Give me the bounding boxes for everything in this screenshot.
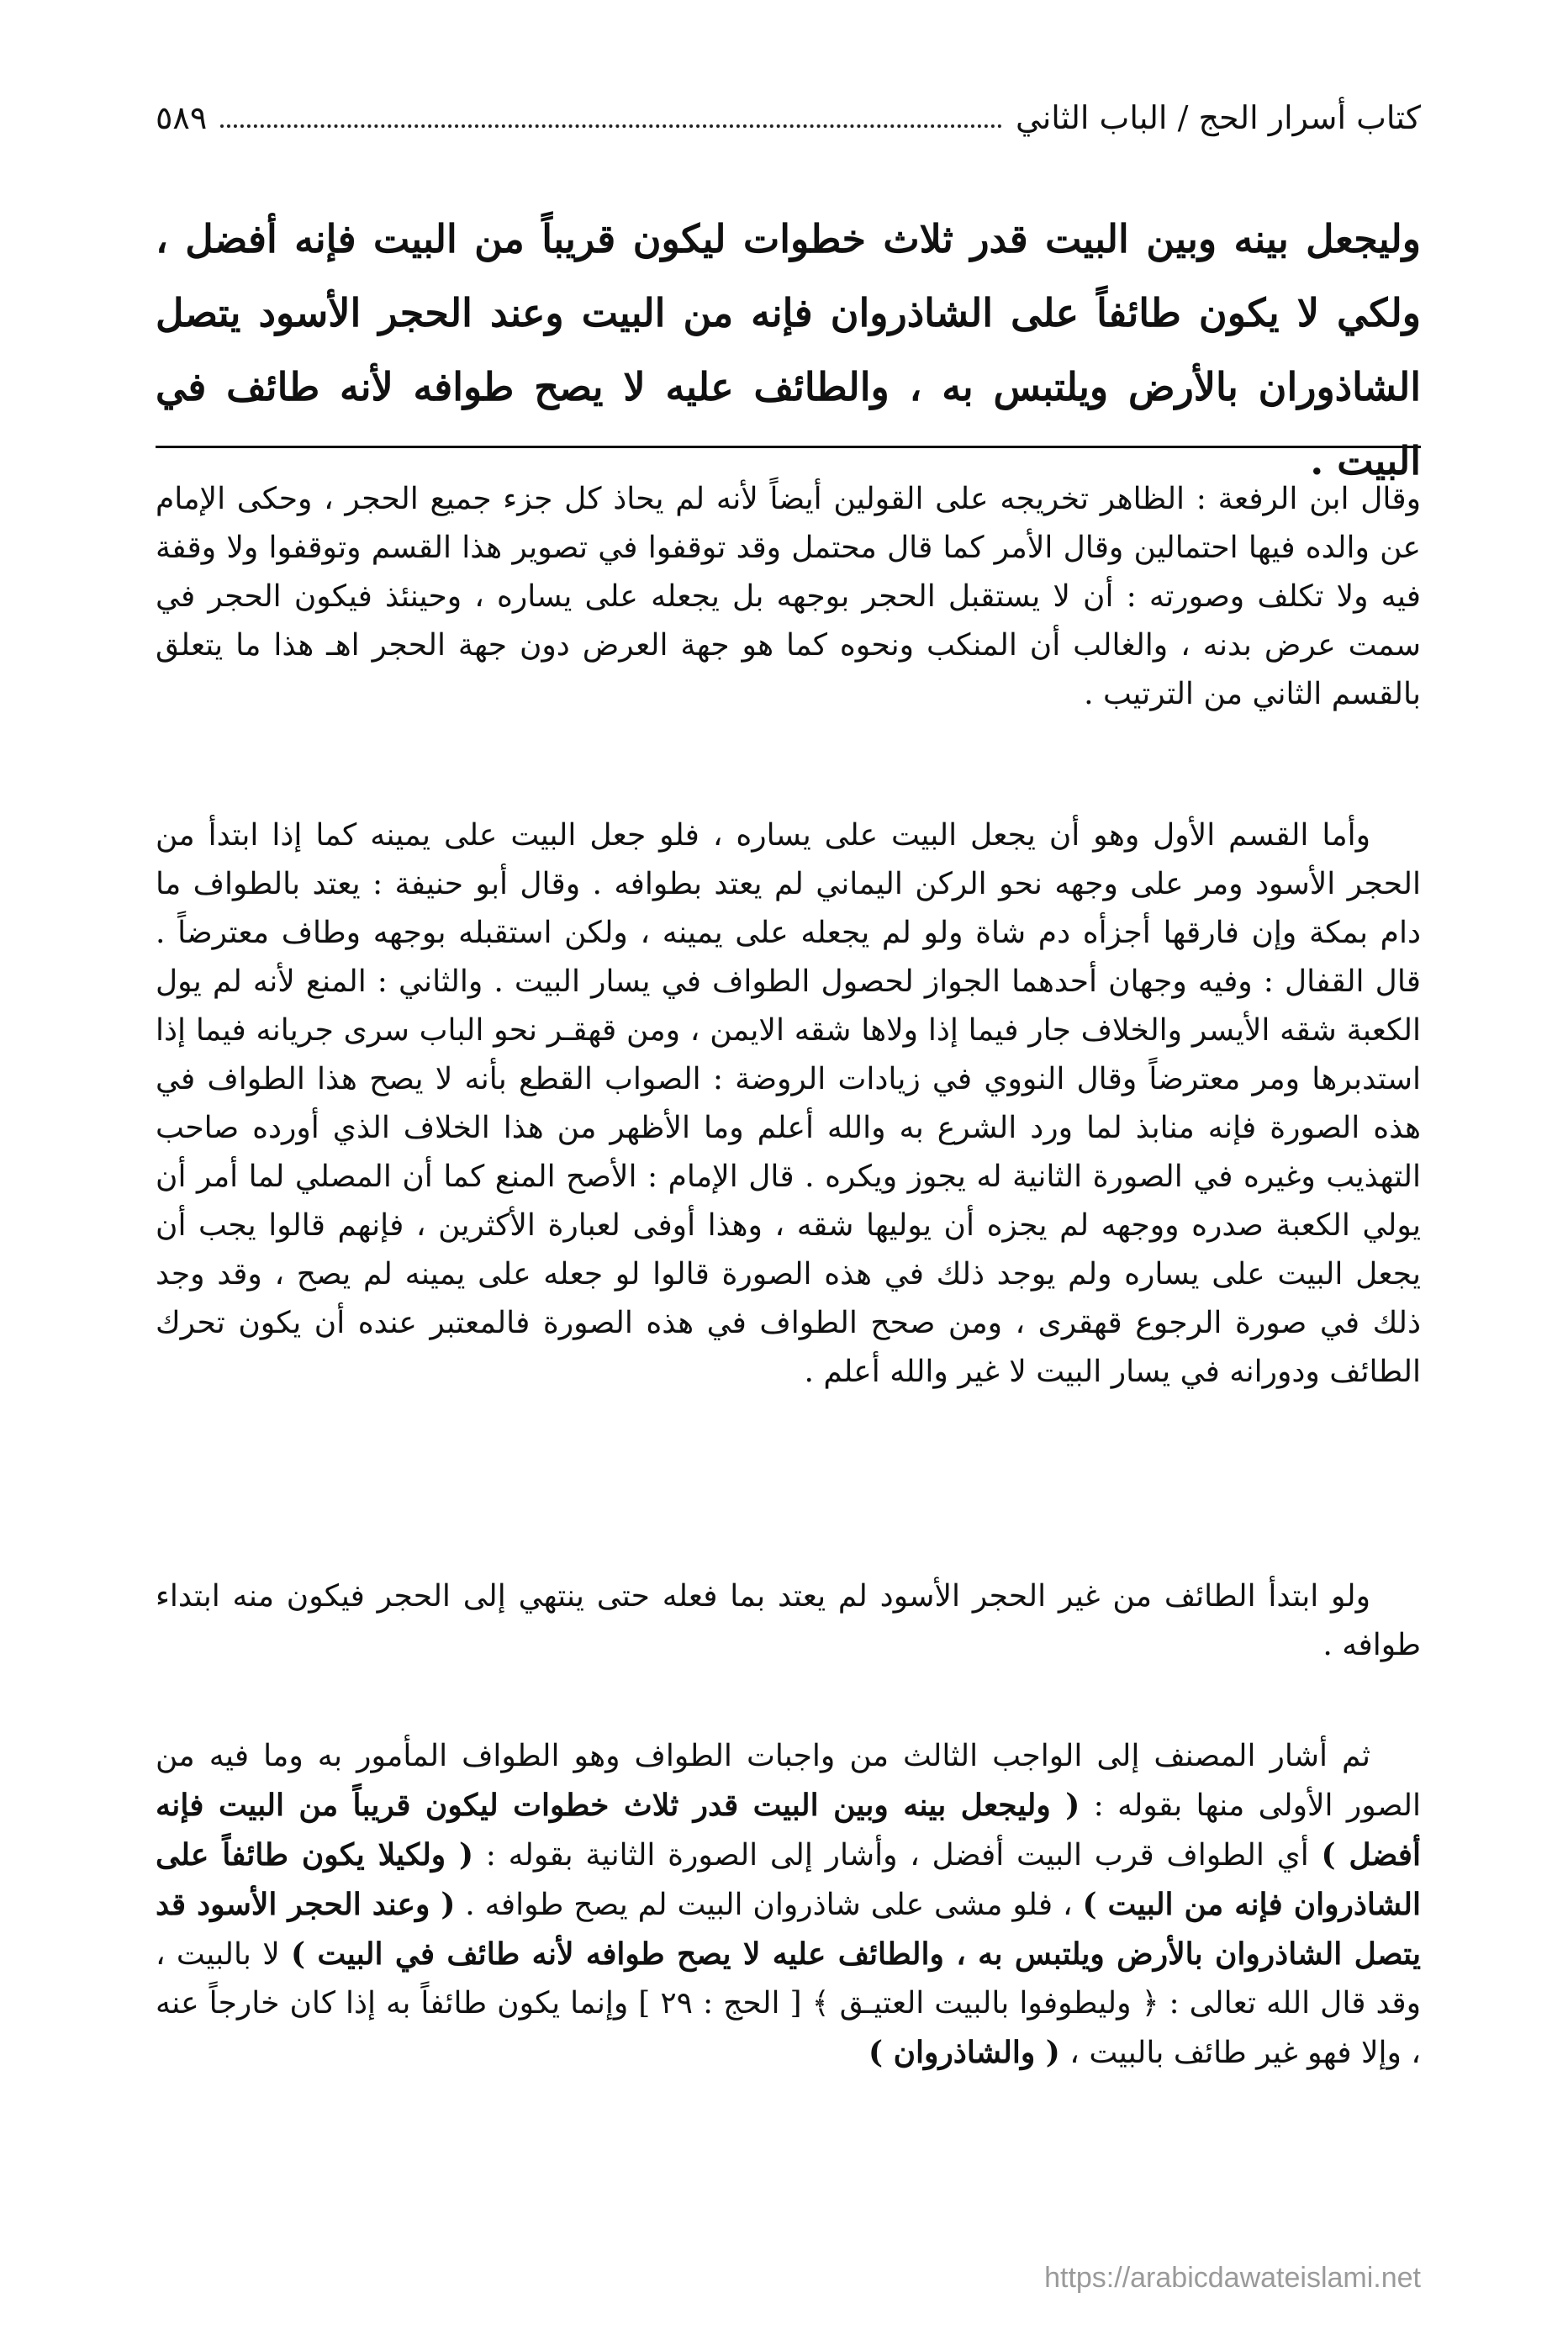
page-header: [156, 88, 1421, 147]
running-title: كتاب أسرار الحج / الباب الثاني: [1016, 99, 1421, 136]
paragraph-2-text: وأما القسم الأول وهو أن يجعل البيت على يساره ، فلو جعل البيت على يمينه كما إذا ابتدأ من الحجر الأسود ومر على وجهه نحو الركن اليماني لم يعتد بطوافه . وقال أبو حنيفة : يعتد بالطواف ما دام بمكة وإن فارقها أجزأه دم شاة ولو لم يجعله على يمينه ، ولكن استقبله بوجهه وطاف معترضاً . قال القفال : وفيه وجهان أحدهما الجواز لحصول الطواف في يسار البيت . والثاني : المنع لأنه لم يول الكعبة شقه الأيسر والخلاف جار فيما إذا ولاها شقه الايمن ، ومن قهقـر نحو الباب سرى جريانه فيما إذا استدبرها ومر معترضاً وقال النووي في زيادات الروضة : الصواب القطع بأنه لا يصح هذا الطواف في هذه الصورة فإنه منابذ لما ورد الشرع به والله أعلم وما الأظهر من هذا الخلاف الذي أورده صاحب التهذيب وغيره في الصورة الثانية له يجوز ويكره . قال الإمام : الأصح المنع كما أن المصلي لما أمر أن يولي الكعبة صدره ووجهه لم يجزه أن يوليها شقه ، وهذا أوفى لعبارة الأكثرين ، فإنهم قالوا يجب أن يجعل البيت على يساره ولم يوجد ذلك في هذه الصورة قالوا لو جعله على يمينه لم يصح ، وقد وجد ذلك في صورة الرجوع قهقرى ، ومن صحح الطواف في هذه الصورة فالمعتبر عنده أن يكون تحرك الطائف ودورانه في يسار البيت لا غير والله أعلم .: [156, 818, 1421, 1389]
quoted-matn-3: ( وعند الحجر الأسود قد يتصل الشاذروان بالأرض ويلتبس به ، والطائف عليه لا يصح طوافه لأنه طائف في البيت ): [156, 1887, 1421, 1972]
commentary-paragraph-2: [156, 811, 1421, 1509]
matn-text: وليجعل بينه وبين البيت قدر ثلاث خطوات ليكون قريباً من البيت فإنه أفضل ، ولكي لا يكون طائفاً على الشاذروان فإنه من البيت وعند الحجر الأسود يتصل الشاذوران بالأرض ويلتبس به ، والطائف عليه لا يصح طوافه لأنه طائف في البيت .: [156, 216, 1421, 483]
page-number: ٥٨٩: [156, 99, 208, 136]
separator-rule: [156, 446, 1421, 448]
paragraph-3-text: ولو ابتدأ الطائف من غير الحجر الأسود لم يعتد بما فعله حتى ينتهي إلى الحجر فيكون منه ابتداء طوافه .: [156, 1579, 1421, 1662]
quoted-matn-2: ( ولكيلا يكون طائفاً على الشاذروان فإنه من البيت ): [156, 1837, 1421, 1922]
paragraph-4-text-3: ، فلو مشى على شاذروان البيت لم يصح طوافه .: [455, 1888, 1083, 1922]
paragraph-4-text-2: أي الطواف قرب البيت أفضل ، وأشار إلى الصورة الثانية بقوله :: [473, 1838, 1322, 1873]
watermark-url: https://arabicdawateislami.net: [1044, 2262, 1421, 2294]
quoted-matn-4: ( والشاذروان ): [868, 2035, 1060, 2070]
commentary-continuation: وقال ابن الرفعة : الظاهر تخريجه على القولين أيضاً لأنه لم يحاذ كل جزء جميع الحجر ، وحكى الإمام عن والده فيها احتمالين وقال الأمر كما قال محتمل وقد توقفوا في تصوير هذا القسم وتوقفوا ولا وقفة فيه ولا تكلف وصورته : أن لا يستقبل الحجر بوجهه بل يجعله على يساره ، وحينئذ فيكون الحجر في سمت عرض بدنه ، والغالب أن المنكب ونحوه كما هو جهة العرض دون جهة الحجر اهـ هذا ما يتعلق بالقسم الثاني من الترتيب .: [156, 482, 1421, 711]
commentary-paragraph-3: [156, 1572, 1421, 1682]
header-dot-leader: [220, 124, 1002, 128]
paragraph-4-text-4: لا بالبيت ، وقد قال الله تعالى : ﴿ وليطوفوا بالبيت العتيـق ﴾ [ الحج : ٢٩ ] وإنما يكون طائفاً به إذا كان خارجاً عنه ، وإلا فهو غير طائف بالبيت ،: [156, 1937, 1421, 2070]
quoted-matn-1: ( وليجعل بينه وبين البيت قدر ثلاث خطوات ليكون قريباً من البيت فإنه أفضل ): [156, 1788, 1422, 1873]
paragraph-4-text-1: ثم أشار المصنف إلى الواجب الثالث من واجبات الطواف وهو الطواف المأمور به وما فيه من الصور الأولى منها بقوله :: [156, 1739, 1422, 1823]
commentary-paragraph-4: [156, 1732, 1421, 2203]
